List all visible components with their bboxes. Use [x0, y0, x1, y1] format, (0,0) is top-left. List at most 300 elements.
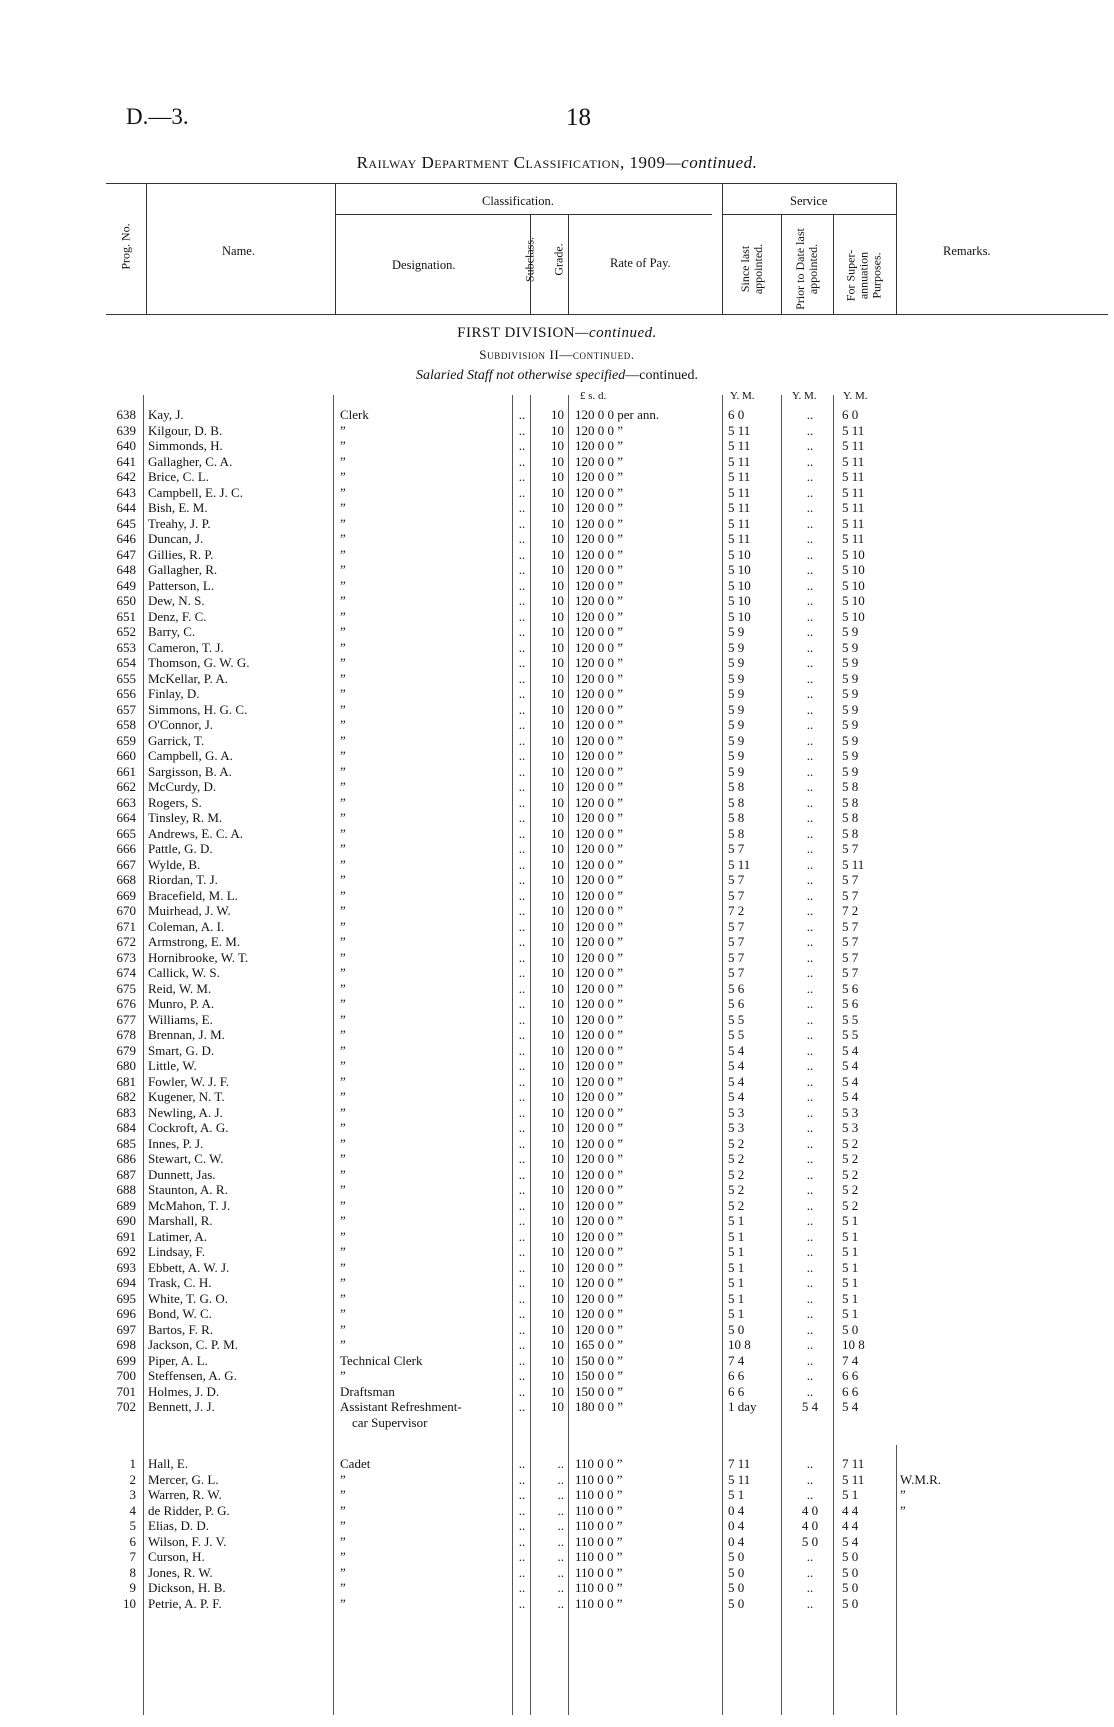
service-since: 5 4 — [728, 1058, 745, 1073]
subclass: .. — [518, 1383, 526, 1399]
table-row — [0, 1167, 1114, 1183]
staff-name: Riordan, T. J. — [148, 872, 218, 887]
service-prior: .. — [806, 872, 814, 887]
table-row — [0, 1213, 1114, 1229]
service-super: 5 9 — [842, 701, 859, 717]
rate-of-pay: 120 0 0 ” — [575, 856, 624, 872]
prog-no: 638 — [116, 407, 136, 422]
service-since: 5 11 — [728, 515, 751, 531]
rate-of-pay: 120 0 0 ” — [575, 546, 624, 562]
service-super: 5 1 — [842, 1306, 859, 1321]
service-super: 5 2 — [842, 1182, 859, 1197]
units-since: Y. M. — [730, 390, 755, 402]
service-super: 5 11 — [842, 856, 865, 872]
prog-no: 659 — [116, 732, 136, 748]
rate-of-pay: 165 0 0 ” — [575, 1337, 624, 1352]
subclass: .. — [518, 934, 526, 949]
prog-no: 685 — [116, 1135, 136, 1151]
staff-name: Cameron, T. J. — [148, 639, 224, 655]
service-prior: .. — [806, 1259, 814, 1275]
subclass: .. — [518, 1228, 526, 1244]
service-prior: .. — [806, 949, 814, 965]
grade: 10 — [551, 841, 564, 856]
subclass: .. — [518, 872, 526, 887]
grade: 10 — [551, 453, 564, 469]
table-row — [0, 872, 1114, 888]
division-heading — [0, 325, 1114, 342]
table-row — [0, 1012, 1114, 1028]
rate-of-pay: 120 0 0 ” — [575, 934, 624, 949]
table-row — [0, 1384, 1114, 1400]
service-super: 5 3 — [842, 1120, 859, 1135]
service-super: 5 9 — [842, 717, 859, 732]
subclass: .. — [518, 794, 526, 810]
service-super: 5 7 — [842, 841, 859, 856]
table-row — [0, 640, 1114, 656]
subclass: .. — [518, 1259, 526, 1275]
subclass: .. — [518, 438, 526, 453]
header-prior: Prior to Date last appointed. — [793, 228, 820, 310]
rate-of-pay: 120 0 0 ” — [575, 748, 624, 763]
rate-of-pay: 120 0 0 ” — [575, 810, 624, 825]
subclass: .. — [518, 965, 526, 980]
service-prior: .. — [806, 732, 814, 748]
table-row — [0, 826, 1114, 842]
prog-no: 10 — [123, 1595, 136, 1611]
grade: 10 — [551, 810, 564, 825]
staff-name: Elias, D. D. — [148, 1518, 210, 1533]
header-designation: Designation. — [392, 258, 456, 272]
designation: ” — [340, 1259, 346, 1275]
prog-no: 702 — [116, 1399, 136, 1414]
service-since: 5 11 — [728, 531, 751, 546]
subclass: .. — [518, 1027, 526, 1042]
rate-of-pay: 180 0 0 ” — [575, 1399, 624, 1414]
service-super: 5 3 — [842, 1104, 859, 1120]
rate-of-pay: 120 0 0 ” — [575, 1259, 624, 1275]
grade: 10 — [551, 1337, 564, 1352]
designation: ” — [340, 732, 346, 748]
table-row — [0, 888, 1114, 904]
units-super: Y. M. — [843, 390, 868, 402]
designation: ” — [340, 717, 346, 732]
header-super: For Super-annuation Purposes. — [843, 249, 884, 302]
service-prior: .. — [806, 1011, 814, 1027]
grade: 10 — [551, 1213, 564, 1228]
grade: 10 — [551, 918, 564, 934]
designation: ” — [340, 562, 346, 577]
table-row — [0, 1074, 1114, 1090]
service-since: 5 5 — [728, 1027, 745, 1042]
table-row — [0, 686, 1114, 702]
subclass: .. — [518, 1104, 526, 1120]
rate-of-pay: 120 0 0 ” — [575, 1290, 624, 1306]
service-super: 5 9 — [842, 763, 859, 779]
rate-of-pay: 120 0 0 ” — [575, 841, 624, 856]
subclass: .. — [518, 1290, 526, 1306]
subclass: .. — [518, 1580, 526, 1595]
rate-of-pay: 120 0 0 ” — [575, 484, 624, 500]
table-row — [0, 1105, 1114, 1121]
grade: 10 — [551, 515, 564, 531]
rate-of-pay: 120 0 0 ” — [575, 1166, 624, 1182]
table-row — [0, 1260, 1114, 1276]
prog-no: 691 — [116, 1228, 136, 1244]
prog-no: 654 — [116, 655, 136, 670]
staff-name: Staunton, A. R. — [148, 1182, 228, 1197]
prog-no: 8 — [129, 1564, 136, 1580]
grade: 10 — [551, 701, 564, 717]
rate-of-pay: 110 0 0 ” — [575, 1456, 623, 1471]
subclass: .. — [518, 1182, 526, 1197]
designation: ” — [340, 686, 346, 701]
service-super: 7 2 — [842, 903, 859, 918]
service-prior: .. — [806, 1564, 814, 1580]
grade: 10 — [551, 1151, 564, 1166]
service-prior: .. — [806, 1027, 814, 1042]
service-prior: .. — [806, 484, 814, 500]
service-prior: .. — [806, 1104, 814, 1120]
service-prior: .. — [806, 1058, 814, 1073]
subclass: .. — [518, 531, 526, 546]
staff-name: Innes, P. J. — [148, 1135, 204, 1151]
prog-no: 3 — [129, 1487, 136, 1502]
table-row — [0, 407, 1114, 423]
service-since: 5 1 — [728, 1290, 745, 1306]
service-super: 5 0 — [842, 1321, 859, 1337]
staff-name: Bartos, F. R. — [148, 1321, 214, 1337]
grade: .. — [557, 1518, 564, 1533]
service-prior: .. — [806, 1135, 814, 1151]
service-prior: .. — [806, 918, 814, 934]
rate-of-pay: 120 0 0 ” — [575, 438, 624, 453]
designation: ” — [340, 1595, 346, 1611]
subclass: .. — [518, 903, 526, 918]
service-super: 5 8 — [842, 825, 859, 841]
rate-of-pay: 120 0 0 ” — [575, 624, 624, 639]
service-since: 5 0 — [728, 1321, 745, 1337]
table-row — [0, 1518, 1114, 1534]
service-since: 5 9 — [728, 717, 745, 732]
staff-name: Bish, E. M. — [148, 500, 208, 515]
designation: ” — [340, 825, 346, 841]
service-prior: .. — [806, 748, 814, 763]
service-since: 5 11 — [728, 438, 751, 453]
service-super: 5 1 — [842, 1487, 859, 1502]
designation: ” — [340, 1290, 346, 1306]
table-row — [0, 1322, 1114, 1338]
subclass: .. — [518, 1487, 526, 1502]
service-super: 5 8 — [842, 794, 859, 810]
rate-of-pay: 120 0 0 ” — [575, 1228, 624, 1244]
staff-name: Tinsley, R. M. — [148, 810, 223, 825]
staff-name: Petrie, A. P. F. — [148, 1595, 222, 1611]
designation: ” — [340, 1120, 346, 1135]
grade: .. — [557, 1502, 564, 1518]
grade: .. — [557, 1549, 564, 1564]
service-super: 5 7 — [842, 934, 859, 949]
prog-no: 645 — [116, 515, 136, 531]
staff-name: Armstrong, E. M. — [148, 934, 241, 949]
rate-of-pay: 110 0 0 ” — [575, 1595, 623, 1611]
prog-no: 689 — [116, 1197, 136, 1213]
service-super: 5 10 — [842, 608, 865, 624]
rate-of-pay: 120 0 0 ” — [575, 593, 624, 608]
service-since: 5 6 — [728, 980, 745, 996]
staff-name: Reid, W. M. — [148, 980, 212, 996]
division-main: FIRST DIVISION — [457, 325, 576, 341]
rate-of-pay: 120 0 0 per ann. — [575, 407, 660, 422]
designation: ” — [340, 1011, 346, 1027]
service-since: 7 11 — [728, 1456, 751, 1471]
service-super: 5 7 — [842, 887, 859, 903]
designation: ” — [340, 1166, 346, 1182]
prog-no: 652 — [116, 624, 136, 639]
table-row — [0, 593, 1114, 609]
prog-no: 647 — [116, 546, 136, 562]
table-row — [0, 1337, 1114, 1353]
prog-no: 666 — [116, 841, 136, 856]
rate-of-pay: 120 0 0 ” — [575, 1306, 624, 1321]
subclass: .. — [518, 856, 526, 872]
table-row — [0, 810, 1114, 826]
grade: 10 — [551, 1321, 564, 1337]
prog-no: 668 — [116, 872, 136, 887]
service-super: 5 4 — [842, 1533, 859, 1549]
rate-of-pay: 120 0 0 ” — [575, 1073, 624, 1089]
designation: ” — [340, 1213, 346, 1228]
subclass: .. — [518, 453, 526, 469]
header-grade: Grade. — [551, 243, 566, 276]
service-super: 5 2 — [842, 1166, 859, 1182]
service-super: 5 9 — [842, 655, 859, 670]
prog-no: 4 — [129, 1502, 136, 1518]
service-prior: .. — [806, 1073, 814, 1089]
prog-no: 679 — [116, 1042, 136, 1058]
prog-no: 642 — [116, 469, 136, 484]
rate-of-pay: 120 0 0 ” — [575, 903, 624, 918]
table-row — [0, 609, 1114, 625]
designation: Clerk — [340, 407, 369, 422]
service-prior: .. — [806, 608, 814, 624]
service-prior: .. — [806, 577, 814, 593]
service-since: 5 10 — [728, 593, 751, 608]
prog-no: 658 — [116, 717, 136, 732]
service-since: 1 day — [728, 1399, 757, 1414]
staff-name: Dew, N. S. — [148, 593, 205, 608]
service-since: 5 0 — [728, 1580, 745, 1595]
prog-no: 6 — [129, 1533, 136, 1549]
service-since: 5 9 — [728, 639, 745, 655]
designation: ” — [340, 484, 346, 500]
subclass: .. — [518, 670, 526, 686]
subclass: .. — [518, 515, 526, 531]
prog-no: 678 — [116, 1027, 136, 1042]
service-since: 5 2 — [728, 1166, 745, 1182]
service-super: 7 11 — [842, 1456, 865, 1471]
service-prior: .. — [806, 1595, 814, 1611]
grade: 10 — [551, 980, 564, 996]
service-since: 0 4 — [728, 1518, 745, 1533]
table-row — [0, 1368, 1114, 1384]
designation: ” — [340, 1549, 346, 1564]
grade: 10 — [551, 1383, 564, 1399]
designation-continuation: car Supervisor — [352, 1414, 428, 1430]
staff-name: Hornibrooke, W. T. — [148, 949, 249, 965]
service-prior: .. — [806, 1368, 814, 1383]
rate-of-pay: 120 0 0 ” — [575, 1182, 624, 1197]
service-prior: .. — [806, 1290, 814, 1306]
service-super: 6 6 — [842, 1368, 859, 1383]
prog-no: 684 — [116, 1120, 136, 1135]
subclass: .. — [518, 562, 526, 577]
designation: ” — [340, 453, 346, 469]
service-since: 5 11 — [728, 856, 751, 872]
prog-no: 661 — [116, 763, 136, 779]
subclass: .. — [518, 1471, 526, 1487]
grade: 10 — [551, 1011, 564, 1027]
subclass: .. — [518, 841, 526, 856]
table-row — [0, 1472, 1114, 1488]
subclass: .. — [518, 1213, 526, 1228]
designation: ” — [340, 1244, 346, 1259]
staff-name: Muirhead, J. W. — [148, 903, 231, 918]
table-row — [0, 1275, 1114, 1291]
prog-no: 665 — [116, 825, 136, 841]
table-row — [0, 547, 1114, 563]
subclass: .. — [518, 1244, 526, 1259]
header-since: Since last appointed. — [738, 243, 765, 295]
table-row — [0, 1306, 1114, 1322]
rate-of-pay: 110 0 0 ” — [575, 1564, 623, 1580]
rate-of-pay: 120 0 0 ” — [575, 1244, 624, 1259]
service-prior: .. — [806, 996, 814, 1011]
service-since: 5 1 — [728, 1275, 745, 1290]
service-since: 5 11 — [728, 422, 751, 438]
subclass: .. — [518, 422, 526, 438]
rate-of-pay: 120 0 0 ” — [575, 670, 624, 686]
designation: ” — [340, 1487, 346, 1502]
grade: 10 — [551, 887, 564, 903]
grade: 10 — [551, 1306, 564, 1321]
service-prior: .. — [806, 779, 814, 794]
service-since: 5 7 — [728, 887, 745, 903]
table-row — [0, 1182, 1114, 1198]
staff-name: Wilson, F. J. V. — [148, 1533, 227, 1549]
rate-of-pay: 120 0 0 ” — [575, 965, 624, 980]
staff-name: Andrews, E. C. A. — [148, 825, 243, 841]
designation: ” — [340, 980, 346, 996]
service-since: 5 1 — [728, 1228, 745, 1244]
service-super: 5 5 — [842, 1011, 859, 1027]
service-prior: .. — [806, 887, 814, 903]
staff-heading — [0, 368, 1114, 384]
prog-no: 643 — [116, 484, 136, 500]
subclass: .. — [518, 701, 526, 717]
designation: ” — [340, 949, 346, 965]
rate-of-pay: 120 0 0 ” — [575, 1058, 624, 1073]
subclass: .. — [518, 1011, 526, 1027]
grade: 10 — [551, 856, 564, 872]
rate-of-pay: 120 0 0 ” — [575, 453, 624, 469]
staff-name: Finlay, D. — [148, 686, 200, 701]
designation: ” — [340, 1089, 346, 1104]
service-since: 5 0 — [728, 1549, 745, 1564]
service-since: 5 5 — [728, 1011, 745, 1027]
table-row — [0, 919, 1114, 935]
staff-name: Barry, C. — [148, 624, 196, 639]
rate-of-pay: 120 0 0 ” — [575, 763, 624, 779]
grade: 10 — [551, 1073, 564, 1089]
service-prior: .. — [806, 1580, 814, 1595]
service-super: 5 8 — [842, 810, 859, 825]
subclass: .. — [518, 655, 526, 670]
service-prior: .. — [806, 1383, 814, 1399]
designation: ” — [340, 593, 346, 608]
staff-name: Latimer, A. — [148, 1228, 208, 1244]
grade: 10 — [551, 1259, 564, 1275]
service-prior: 5 0 — [801, 1533, 819, 1549]
grade: 10 — [551, 1166, 564, 1182]
grade: 10 — [551, 763, 564, 779]
staff-name: Ebbett, A. W. J. — [148, 1259, 230, 1275]
grade: 10 — [551, 934, 564, 949]
designation: ” — [340, 1228, 346, 1244]
table-row — [0, 1456, 1114, 1472]
prog-no: 662 — [116, 779, 136, 794]
service-prior: 4 0 — [801, 1518, 819, 1533]
subdivision-heading: Subdivision II—continued. — [479, 347, 635, 362]
subclass: .. — [518, 1120, 526, 1135]
table-row — [0, 1549, 1114, 1565]
rate-of-pay: 110 0 0 ” — [575, 1502, 623, 1518]
designation: ” — [340, 1104, 346, 1120]
service-super: 5 11 — [842, 453, 865, 469]
subclass: .. — [518, 1151, 526, 1166]
service-since: 6 6 — [728, 1368, 745, 1383]
rate-of-pay: 120 0 0 ” — [575, 1135, 624, 1151]
service-prior: .. — [806, 980, 814, 996]
designation: ” — [340, 779, 346, 794]
staff-name: Brennan, J. M. — [148, 1027, 225, 1042]
staff-name: Steffensen, A. G. — [148, 1368, 237, 1383]
service-prior: .. — [806, 407, 814, 422]
service-prior: .. — [806, 794, 814, 810]
service-super: 4 4 — [842, 1518, 859, 1533]
staff-name: Little, W. — [148, 1058, 197, 1073]
table-row — [0, 1027, 1114, 1043]
service-since: 5 4 — [728, 1073, 745, 1089]
service-prior: .. — [806, 1337, 814, 1352]
prog-no: 5 — [129, 1518, 136, 1533]
prog-no: 682 — [116, 1089, 136, 1104]
grade: 10 — [551, 1399, 564, 1414]
service-since: 5 3 — [728, 1120, 745, 1135]
service-super: 5 0 — [842, 1595, 859, 1611]
service-since: 5 10 — [728, 546, 751, 562]
grade: 10 — [551, 1027, 564, 1042]
rate-of-pay: 110 0 0 ” — [575, 1549, 623, 1564]
subclass: .. — [518, 1352, 526, 1368]
service-since: 6 6 — [728, 1383, 745, 1399]
service-since: 10 8 — [728, 1337, 751, 1352]
rate-of-pay: 120 0 0 ” — [575, 1151, 624, 1166]
service-prior: .. — [806, 670, 814, 686]
prog-no: 674 — [116, 965, 136, 980]
subclass: .. — [518, 1337, 526, 1352]
designation: ” — [340, 903, 346, 918]
rate-of-pay: 120 0 0 ” — [575, 422, 624, 438]
